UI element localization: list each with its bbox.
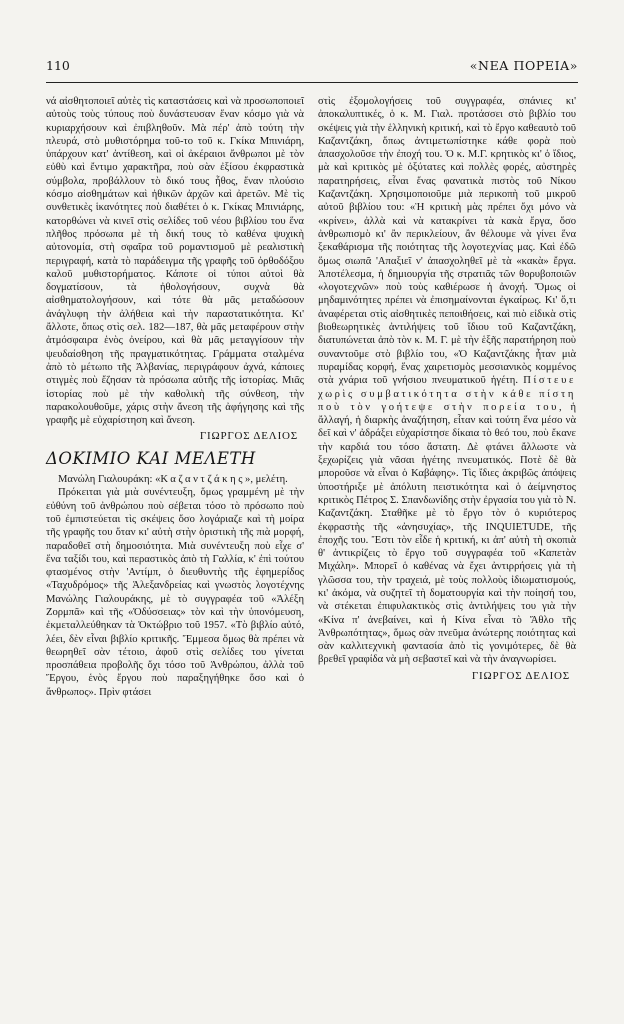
left-column <box>46 95 304 699</box>
review-paragraph-2: Πρόκειται γιὰ μιὰ συνέντευξη, ὅμως γραμμένη μὲ τὴν εὐθύνη τοῦ ἀνθρώπου ποὺ σέβεται τόσο τὸ πρόσωπο ποὺ τοῦ ἐμπιστεύεται τὶς σκέψεις ὅσο λογάριαζε καὶ τὴ μοίρα τῆς γραφῆς του ὅταν κι' αὐτὴ στὴν ὁριστικὴ τῆς πιὰ μορφή, παραδοθεῖ στὴ δημοσιότητα. Μιὰ συνέντευξη ποὺ εἶχε σ' ἕνα ταξίδι του, καὶ περαστικὸς ἀπὸ τὴ Γαλλία, κ' ἐπὶ τούτου φτασμένος στὴν 'Αντίμπ, ὁ διευθυντὴς τῆς ἐφημερίδος «Ταχυδρόμος» τῆς Ἀλεξανδρείας καὶ γνωστὸς λογοτέχνης Μανώλης Γιαλουράκης, μὲ τὸ συγγραφέα τοῦ «Ἀλέξη Ζορμπᾶ» καὶ τῆς «Ὀδύσσειας» τὸν καὶ τὴν ὑπονόμευση, ἐκμεταλλεύθηκαν τὰ Ὀκτώβριο τοῦ 1957. «Τὸ βιβλίο αὐτό, λέει, δὲν εἶναι βιβλίο κριτικῆς. Ἔμμεσα ὅμως θὰ πρέπει νὰ θεωρηθεῖ σὰν τέτοιο, ἀφοῦ στὶς σελίδες του γίνεται προσπάθεια προβολῆς ὄχι τόσο τοῦ Ἀνθρώπου, ἀλλὰ τοῦ Ἔργου, ἑνὸς ἔργου ποὺ παραξηγήθηκε ὅσο καὶ ὁ ἄνθρωπος». Πρὶν φτάσει <box>46 487 304 698</box>
journal-title: «ΝΕΑ ΠΟΡΕΙΑ» <box>469 58 578 73</box>
page-number: 110 <box>46 58 70 73</box>
paragraph-3-continuation: ἡ ἄλλαγή, ἡ διαρκὴς ἀναζήτηση, εἶταν καὶ τούτη ἕνα μέσο νὰ δεῖ καὶ ν' ἀδράξει εὐχαρίστησε δίκαια τὸ θεό του, ποὺ ἔκανε τὴν καρδιά του τόσο ἄστατη. Δὲ φτάνει ἄλλωστε νὰ ξεχωρίζεις γιὰ νᾶσαι ἡγέτης πνευματικός. Ποτὲ δὲ θὰ μποροῦσε νὰ εἶναι ὁ Καβάφης». Τὶς ἴδιες ἀκριβῶς ἀπόψεις ὑποστήριξε μὲ ἀπόλυτη πειστικότητα καὶ ὁ ἀείμνηστος κριτικὸς Πέτρος Σ. Σπανδωνίδης στὴν ἐργασία του γιὰ τὸ Ν. Καζαντζάκη. Σταθῆκε μὲ τὸ ἔργο τὸν ὁ κυριότερος ἐκφραστὴς τῆς «ἀνησυχίας», τῆς INQUIETUDE, τῆς ἐποχῆς του. Ἔστι τὸν εἶδε ἡ κριτική, κι ἀπ' αὐτὴ τὴ σκοπιὰ θ' ἀντικρίζεις τὸ ἔργο τοῦ συγγραφέα τοῦ «Καπετὰν Μιχάλη». Μπορεῖ ὁ καθένας νὰ ἔχει ἀντιρρήσεις γιὰ τὴ γλῶσσα του, τὴν τραχειά, μὲ τοὺς πολλοὺς ἰδιωματισμούς, κι' ἀκόμα, νὰ συζητεῖ τὴ δοματουργία καὶ τὴν ποίησή του, νὰ στέκεται ἐπιφυλακτικὸς στὶς ἀντιλήψεις του γιὰ τὴν «Κίνα π' ἀνεβαίνει, καὶ ἡ Κίνα εἶναι τὸ Ἄθλο τῆς Ἀνθρωπότητας», ὅμως σὰν πνεῦμα ἀνώτερης ποιότητας καὶ σὰν καλλιτεχνικὴ φαντασία ἀπὸ τὶς γονιμότερες, δὲ θὰ βρεθεῖ γραφίδα νὰ μὴ σεβαστεῖ καὶ νὰ τὴν ἀναγνωρίσει. <box>318 401 576 666</box>
review-paragraph-3 <box>318 95 576 667</box>
section-heading: ΔΟΚΙΜΙΟ ΚΑΙ ΜΕΛΕΤΗ <box>46 448 256 468</box>
byline-book-title: Καζαντζάκης <box>160 474 246 486</box>
page-header <box>46 56 578 83</box>
review-signature-1: ΓΙΩΡΓΟΣ ΔΕΛΙΟΣ <box>199 430 298 443</box>
spaced-emphasis: Πίστευε χωρὶς συμβατικότητα στὴν κάθε πίστη ποὺ τὸν γοήτεψε στὴν πορεία του, <box>318 375 576 413</box>
byline-author: Μανώλη Γιαλουράκη: « <box>58 474 161 486</box>
paragraph-3-text: στὶς ἐξομολογήσεις τοῦ συγγραφέα, σπάνιες κι' ἀποκαλυπτικές, ὁ κ. Μ. Γιαλ. προτάσσει στὸ βιβλίο του σκέψεις γιὰ τὴν ἑλληνικὴ κριτική, καὶ τὸ ἔργο καθεαυτὸ τοῦ Καζαντζάκη, ὅπως ἀντιμετωπίστηκε κάθε φορὰ ποὺ ἀπασχολοῦσε τὴν ἐποχή του. Ὁ κ. Μ.Γ. κρητικὸς κι' ὁ ἴδιος, μὰ καὶ κριτικὸς μὲ ὀξύτατες καὶ πολλὲς φορές, αὐστηρὲς παρατηρήσεις, εἶναι ἕνας φανατικὰ πιστὸς τοῦ Νίκου Καζαντζάκη. Χρησιμοποιοῦμε μιὰ περικοπὴ τοῦ μικροῦ αὐτοῦ βιβλίου του: «Ἡ κριτικὴ μὰς πρέπει ὄχι μόνο νὰ «κρίνει», ἀλλὰ καὶ νὰ κατακρίνει τὰ κακὰ ἔργα, ὅσο ἀνθρωπισμὸ κι' ἂν περικλείουν, ἂν θέλουμε νὰ γίνει ἕνα ξεκαθάρισμα τῆς ποιότητας τῆς λογοτεχνίας μας. Καὶ ἐδῶ ὅμως σιωπᾶ 'Απαξιεῖ ν' ἀπασχοληθεῖ μὲ τὰ «κακὰ» ἔργα. Ἀποτέλεσμα, ἡ δημιουργία τῆς στρατιᾶς τῶν θορυβοποιῶν «λογοτεχνῶν» ποὺ τοὺς καθιέρωσε ἡ ἀνοχή. Ὅμως οἱ μηδαμινότητες πρέπει νὰ ἐπισημαίνονται ἐγκαίρως. Κι' ὅ,τι ἀναφέρεται στὶς αἰσθητικὲς πεποιθήσεις, καὶ πιὸ εἰδικὰ στὶς βιοθεωρητικὲς ἀντιλήψεις τοῦ ἴδιου τοῦ Καζαντζάκη, διατυπώνεται ἀπὸ τὸν κ. Μ. Γ. μὲ τὴν ἑξῆς παρατήρηση ποὺ συναντοῦμε στὸ βιβλίο του, «Ὁ Καζαντζάκης ἦταν μιὰ πυραμίδας κορφή, ἕνας χαιρετισμὸς μεσσιανικὸς κομμένος στὰ χνάρια τοῦ γνήσιου πνευματικοῦ ἡγέτη. <box>318 96 576 387</box>
right-column <box>318 95 576 689</box>
review-paragraph-1: νά αἰσθητοποιεῖ αὐτὲς τὶς καταστάσεις καὶ νὰ προσωποποιεῖ αὐτοὺς τοὺς τύπους ποὺ δυνάστευσαν ἕναν κόσμο γιὰ νὰ κυριαρχήσουν καὶ ἐπιβληθοῦν. Μὰ πέρ' ἀπὸ τούτη τὴν πλευρά, στὸ μυθιστόρημα τοῦ-το τοῦ κ. Γκίκα Μπινιάρη, ὑπάρχουν κατ' ἀντίθεση, καὶ οἱ ἀκέραιοι ἄνθρωποι μὲ τὸν εὐθὺ καὶ ἔντιμο χαρακτῆρα, ποὺ σὰν ἐξίσου ἐκφραστικὰ σύμβολα, προβάλλουν τὸ δικό τους ἦθος, ἕναν πλούσιο κόσμο αἰσθημάτων καὶ ἠθικῶν ἀρχῶν καὶ ἀρετῶν. Μὲ τὶς συνθετικὲς ἱκανότητες ποὺ διαθέτει ὁ κ. Γκίκας Μπινιάρης, κατορθώνει νὰ κινεῖ στὶς σελίδες τοῦ νέου βιβλίου του ἕνα πλῆθος πρόσωπα μὲ τὴ δική τους τὸ καθένα ψυχικὴ αὐτονομία, στὴ σφαῖρα τοῦ ρομαντισμοῦ μὲ ρεαλιστικὴ περιγραφή, κατὰ τὸ παράδειγμα τῆς γραφῆς τοῦ ὀρθοδόξου καλοῦ μυθιστορήματος. Κάποτε οἱ τύποι αὐτοὶ θὰ δογματίσουν, τὰ ἠθολογήσουν, συχνὰ θὰ αἰσθηματολογήσουν, καὶ τότε θὰ μᾶς μεταδώσουν ἀνάγλυφη τὴν ἀλήθεια καὶ τὴν παραστατικότητα. Κι' ἄλλοτε, ὅπως στὶς σελ. 182—187, θὰ μᾶς μεταφέρουν στὴν ἀτμόσφαιρα ἑνὸς ὀνείρου, καὶ θὰ μᾶς μεταγγίσουν τὴν ψευδαίσθηση τῆς πραγματικότητας. Γράμματα σταλμένα ἀπὸ τὸ μέτωπο τῆς Ἀλβανίας, περιγράφουν ἀχνά, κάποιες στιγμὲς ποὺ ἔζησαν τὰ πρόσωπα αὐτῆς τῆς ἱστορίας. Μιᾶς ἱστορίας ποὺ μὲ τὴν καθολικὴ τῆς σύνθεση, τὴν παρακολουθοῦμε, χάρις στὴν ἄνεση τῆς ἀφήγησης καὶ τῆς γραφῆς μὲ εὐχαρίστηση καὶ ἄνεση. <box>46 96 304 427</box>
book-byline <box>46 473 304 486</box>
byline-end: », μελέτη. <box>245 474 288 486</box>
review-signature-2: ΓΙΩΡΓΟΣ ΔΕΛΙΟΣ <box>471 669 570 682</box>
